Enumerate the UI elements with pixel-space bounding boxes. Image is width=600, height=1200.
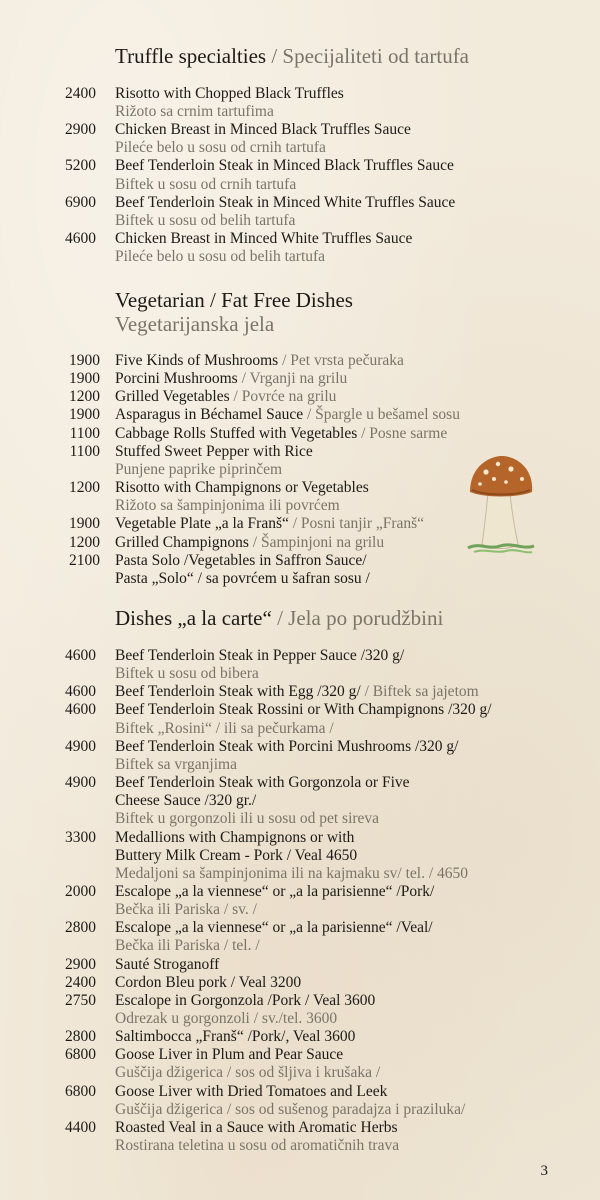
item-name: [115, 534, 384, 552]
item-name: [115, 956, 219, 974]
menu-item: [0, 901, 600, 919]
item-name: Beef Tenderloin Steak in Minced White Truffles Sauce: [115, 193, 456, 211]
item-price: 2400: [65, 973, 96, 991]
item-name: [115, 1101, 465, 1119]
item-local-name: Pileće belo u sosu od belih tartufa: [115, 247, 326, 265]
item-local-name: Biftek u sosu od crnih tartufa: [115, 175, 297, 193]
section-separator: /: [266, 44, 283, 68]
menu-item: [0, 919, 600, 937]
item-local-name: Rižoto sa crnim tartufima: [115, 103, 274, 121]
item-local-name: Rostirana teletina u sosu od aromatičnih trava: [115, 1137, 400, 1155]
item-name: [115, 1064, 380, 1082]
item-title: Pasta „Solo“ / sa povrćem u šafran sosu /: [115, 569, 370, 587]
item-name: [115, 1083, 387, 1101]
menu-item: [0, 956, 600, 974]
item-name: [115, 847, 357, 865]
item-local-name: / Povrće na grilu: [229, 388, 337, 406]
section-subtitle: Jela po porudžbini: [288, 606, 444, 630]
menu-item: [0, 665, 600, 683]
item-title: Cabbage Rolls Stuffed with Vegetables: [115, 424, 358, 442]
item-local-name: Biftek sa vrganjima: [115, 755, 237, 773]
menu-item-local: [0, 103, 600, 121]
item-local-name: Bečka ili Pariska / tel. /: [115, 937, 260, 955]
item-name: [115, 774, 410, 792]
item-title: Beef Tenderloin Steak in Pepper Sauce /320 g/: [115, 647, 405, 664]
item-price: 4600: [65, 683, 96, 701]
item-name: [115, 1028, 355, 1046]
item-title: Beef Tenderloin Steak with Porcini Mushrooms /320 g/: [115, 737, 459, 755]
menu-item: [0, 352, 600, 370]
item-price: 4600: [65, 647, 96, 664]
item-name: [115, 388, 336, 406]
item-name: [115, 756, 237, 774]
item-name: Chicken Breast in Minced White Truffles Sauce: [115, 229, 413, 247]
menu-item: [0, 683, 600, 701]
item-price: 4600: [65, 229, 96, 247]
item-name: [115, 479, 369, 497]
item-title: Pasta Solo /Vegetables in Saffron Sauce/: [115, 551, 367, 569]
item-title: Grilled Champignons: [115, 533, 249, 551]
item-price: 2900: [65, 955, 96, 973]
section-title-text: Dishes „a la carte“: [115, 606, 272, 630]
item-local-name: Pileće belo u sosu od crnih tartufa: [115, 139, 326, 157]
item-name: [115, 665, 259, 683]
item-price: 4900: [65, 737, 96, 755]
item-title: Grilled Vegetables: [115, 388, 230, 406]
item-name: [115, 683, 479, 701]
item-price: 2800: [65, 919, 96, 937]
section-subtitle: Specijaliteti od tartufa: [282, 44, 470, 68]
item-name: [115, 810, 379, 828]
menu-item: [0, 1119, 600, 1137]
menu-item: [0, 388, 600, 406]
menu-item: [0, 720, 600, 738]
item-title: Porcini Mushrooms: [115, 370, 238, 388]
menu-item: [0, 865, 600, 883]
item-name: [115, 720, 334, 738]
item-name: [115, 570, 370, 588]
menu-item: [0, 647, 600, 665]
item-price: 2900: [65, 121, 96, 139]
menu-item-local: [0, 248, 600, 266]
menu-item: [0, 230, 600, 248]
item-local-name: / Posne sarme: [357, 424, 448, 442]
item-price: 5200: [65, 157, 96, 175]
item-name: [115, 370, 347, 388]
item-title: Asparagus in Béchamel Sauce: [115, 406, 304, 424]
item-name: [115, 461, 282, 479]
item-local-name: Guščija džigerica / sos od šljiva i krušaka /: [115, 1064, 381, 1082]
item-name: [115, 552, 367, 570]
item-title: Risotto with Champignons or Vegetables: [115, 479, 369, 497]
item-name: [115, 865, 468, 883]
item-title: Roasted Veal in a Sauce with Aromatic Herbs: [115, 1118, 398, 1136]
item-name: [115, 974, 301, 992]
item-title: Stuffed Sweet Pepper with Rice: [115, 442, 313, 460]
item-price: 6800: [65, 1046, 96, 1064]
item-name: [115, 792, 256, 810]
item-name: Risotto with Chopped Black Truffles: [115, 85, 344, 102]
menu-item: [0, 992, 600, 1010]
item-title: Escalope „a la viennese“ or „a la parisienne“ /Veal/: [115, 919, 433, 937]
item-name: [115, 1119, 398, 1137]
item-title: Goose Liver in Plum and Pear Sauce: [115, 1046, 344, 1064]
item-local-name: Bečka ili Pariska / sv. /: [115, 901, 257, 919]
item-name: [115, 883, 434, 901]
item-local-name: Biftek u gorgonzoli ili u sosu od pet sireva: [115, 810, 380, 828]
menu-item-local: [0, 212, 600, 230]
section-separator: /: [271, 606, 289, 630]
menu-item: [0, 792, 600, 810]
item-price: 1200: [69, 533, 100, 551]
item-name: Beef Tenderloin Steak in Minced Black Truffles Sauce: [115, 157, 454, 175]
menu-item-local: [0, 139, 600, 157]
menu-item-local: [0, 176, 600, 194]
item-name: [115, 352, 404, 370]
item-name: [115, 919, 433, 937]
item-local-name: / Pet vrsta pečuraka: [278, 352, 404, 369]
item-price: 1900: [69, 370, 100, 388]
item-title: Cordon Bleu pork / Veal 3200: [115, 973, 302, 991]
menu-item: [0, 406, 600, 424]
section-title-vegetarian: [115, 288, 353, 312]
item-name: [115, 1046, 343, 1064]
item-name: [115, 1010, 337, 1028]
item-local-name: / Biftek sa jajetom: [364, 683, 479, 701]
item-name: [115, 1137, 399, 1155]
menu-item: [0, 883, 600, 901]
menu-item: [0, 1137, 600, 1155]
item-name: [115, 647, 404, 665]
menu-item: [0, 738, 600, 756]
menu-item: [0, 1064, 600, 1082]
item-local-name: Biftek „Rosini“ / ili sa pečurkama /: [115, 719, 334, 737]
menu-item: [0, 425, 600, 443]
menu-item: [0, 974, 600, 992]
item-name: [115, 701, 492, 719]
item-local-name: Rižoto sa šampinjonima ili povrćem: [115, 497, 340, 515]
mushroom-icon: [466, 452, 536, 562]
item-price: 1900: [69, 352, 100, 369]
item-name: [115, 829, 354, 847]
item-title: Beef Tenderloin Steak Rossini or With Champignons /320 g/: [115, 701, 492, 719]
item-price: 4600: [65, 701, 96, 719]
menu-item: [0, 810, 600, 828]
item-local-name: Medaljoni sa šampinjonima ili na kajmaku sv/ tel. / 4650: [115, 864, 469, 882]
item-price: 1200: [69, 479, 100, 497]
item-title: Goose Liver with Dried Tomatoes and Leek: [115, 1082, 388, 1100]
menu-item: [0, 194, 600, 212]
item-title: Escalope in Gorgonzola /Pork / Veal 3600: [115, 991, 376, 1009]
item-title: Beef Tenderloin Steak with Gorgonzola or Five: [115, 774, 410, 792]
menu-item: [0, 937, 600, 955]
item-local-name: Biftek u sosu od bibera: [115, 665, 259, 683]
item-title: Saltimbocca „Franš“ /Pork/, Veal 3600: [115, 1028, 356, 1046]
item-price: 2000: [65, 882, 96, 900]
item-title: Buttery Milk Cream - Pork / Veal 4650: [115, 846, 358, 864]
menu-item: [0, 756, 600, 774]
menu-item: [0, 829, 600, 847]
item-price: 1900: [69, 515, 100, 533]
item-price: 6800: [65, 1082, 96, 1100]
item-local-name: / Vrganji na grilu: [237, 370, 348, 388]
item-local-name: / Šampinjoni na grilu: [248, 533, 385, 551]
menu-item: [0, 701, 600, 719]
item-name: [115, 443, 313, 461]
item-name: [115, 497, 340, 515]
item-name: [115, 406, 460, 424]
menu-item: [0, 85, 600, 103]
menu-item: [0, 1028, 600, 1046]
section-title-text: Vegetarian / Fat Free Dishes: [115, 288, 353, 312]
item-title: Beef Tenderloin Steak with Egg /320 g/: [115, 683, 365, 701]
item-name: [115, 738, 458, 756]
item-local-name: Biftek u sosu od belih tartufa: [115, 211, 296, 229]
menu-item: [0, 570, 600, 588]
item-price: 1200: [69, 388, 100, 406]
item-price: 3300: [65, 828, 96, 846]
item-name: [115, 901, 257, 919]
item-local-name: / Posni tanjir „Franš“: [288, 515, 425, 533]
item-price: 2750: [65, 991, 96, 1009]
menu-item: [0, 774, 600, 792]
item-local-name: / Špargle u bešamel sosu: [303, 406, 460, 424]
section-subtitle: Vegetarijanska jela: [115, 312, 275, 336]
item-title: Medallions with Champignons or with: [115, 828, 355, 846]
page-number: 3: [540, 1163, 548, 1179]
item-price: 6900: [65, 193, 96, 211]
item-name: [115, 425, 447, 443]
item-price: 4900: [65, 774, 96, 792]
menu-item: [0, 1101, 600, 1119]
item-name: [115, 937, 260, 955]
menu-item: [0, 157, 600, 175]
section-title-truffle: [115, 44, 469, 68]
item-price: 2100: [69, 551, 100, 569]
item-title: Sauté Stroganoff: [115, 955, 220, 973]
item-local-name: Odrezak u gorgonzoli / sv./tel. 3600: [115, 1010, 338, 1027]
section-title-text: Truffle specialties: [115, 44, 267, 68]
item-price: 4400: [65, 1118, 96, 1136]
section-title-alacarte: [115, 606, 443, 630]
item-name: Chicken Breast in Minced Black Truffles Sauce: [115, 121, 411, 139]
item-price: 1900: [69, 406, 100, 424]
menu-item: [0, 370, 600, 388]
item-title: Escalope „a la viennese“ or „a la parisienne“ /Pork/: [115, 882, 435, 900]
item-name: [115, 992, 375, 1010]
menu-item: [0, 121, 600, 139]
item-price: 1100: [69, 442, 100, 460]
item-price: 1100: [69, 424, 100, 442]
item-price: 2800: [65, 1028, 96, 1046]
item-title: Vegetable Plate „a la Franš“: [115, 515, 289, 533]
item-price: 2400: [65, 85, 96, 102]
menu-item: [0, 1046, 600, 1064]
item-name: [115, 515, 424, 533]
section-subtitle-vegetarian: [115, 312, 274, 336]
menu-item: [0, 1083, 600, 1101]
menu-item: [0, 1010, 600, 1028]
item-title: Five Kinds of Mushrooms: [115, 352, 279, 369]
item-title: Cheese Sauce /320 gr./: [115, 792, 257, 810]
menu-item: [0, 847, 600, 865]
item-local-name: Guščija džigerica / sos od sušenog paradajza i praziluka/: [115, 1100, 466, 1118]
item-local-name: Punjene paprike piprinčem: [115, 460, 283, 478]
